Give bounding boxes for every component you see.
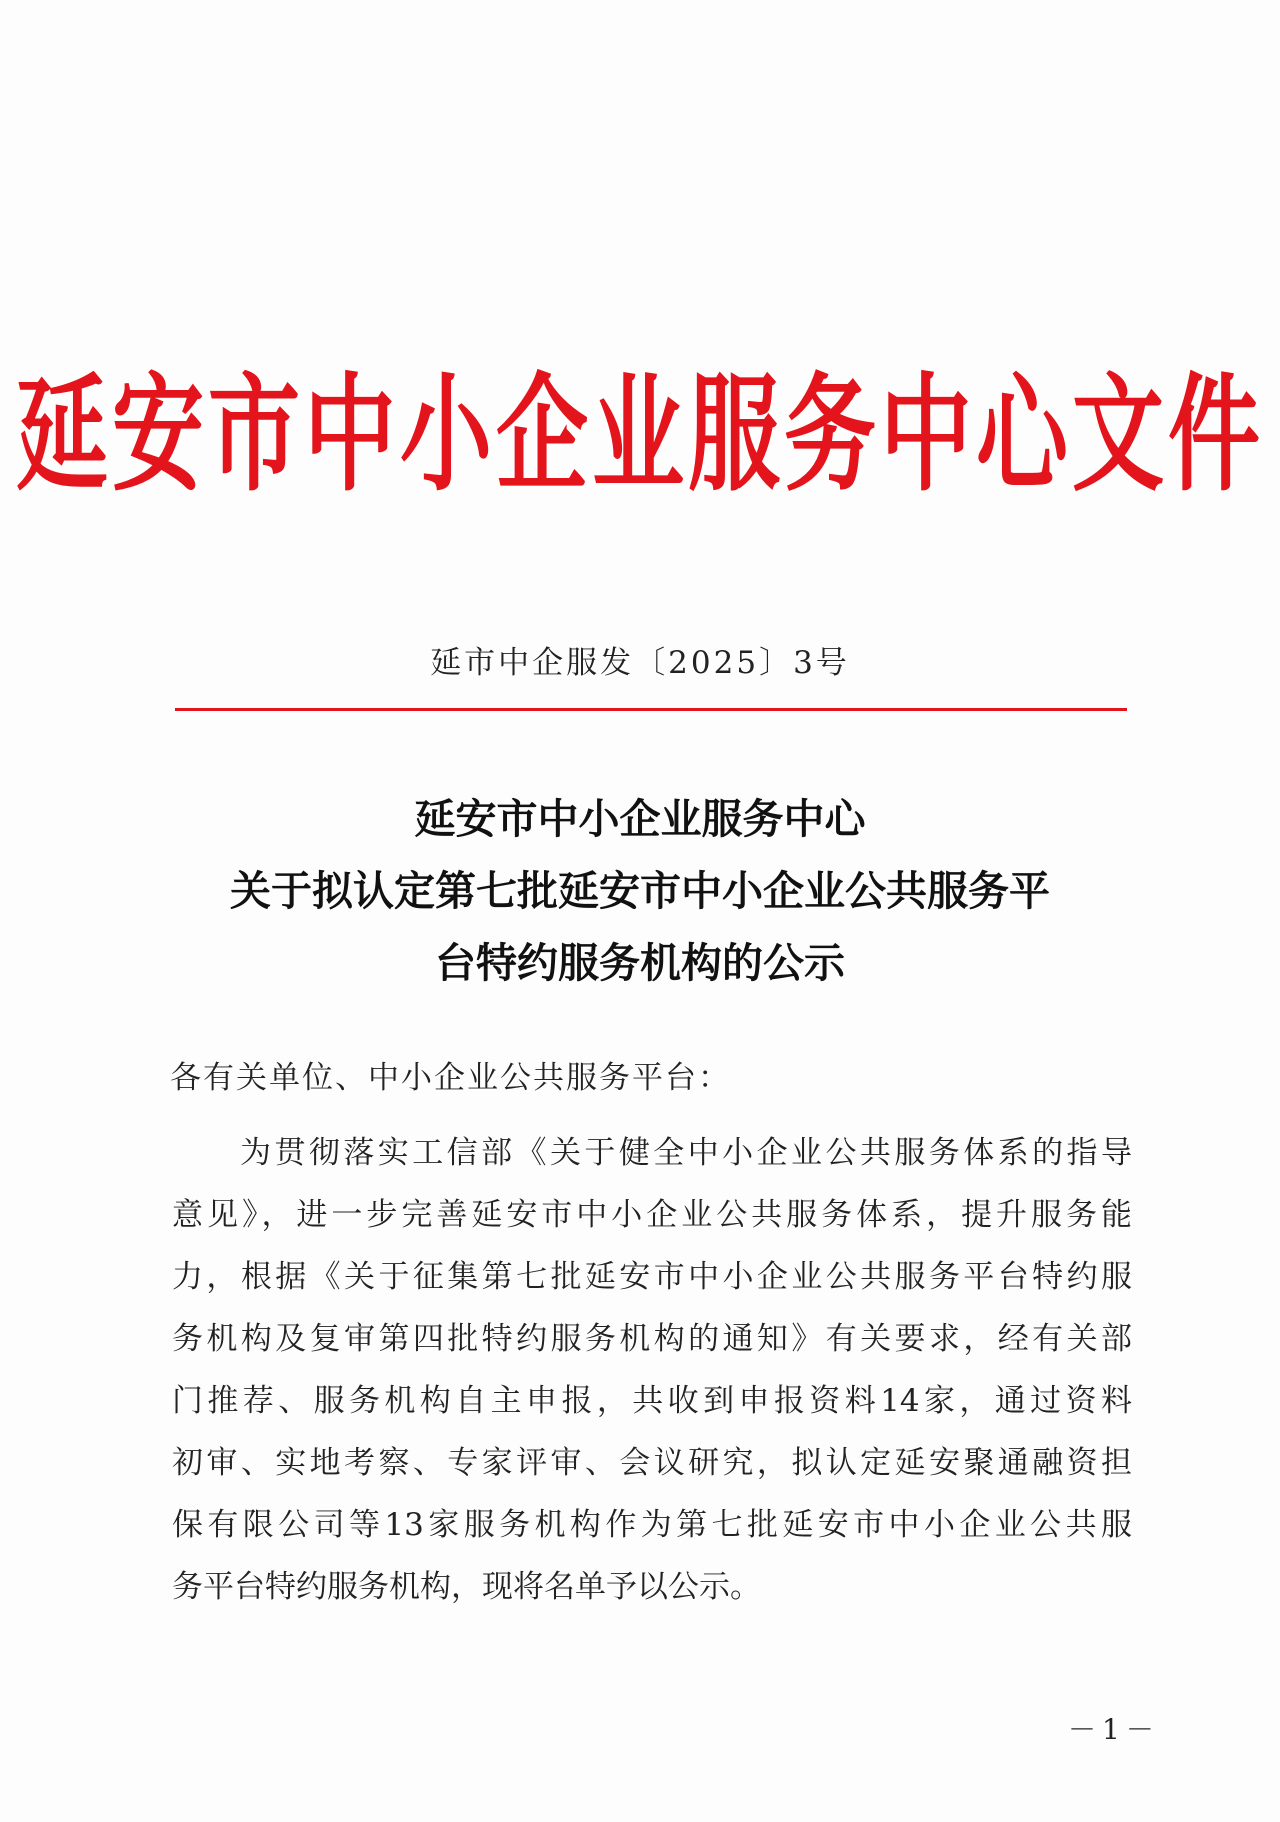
document-header-title: 延安市中小企业服务中心文件 xyxy=(15,360,1264,509)
notice-title-line-1: 延安市中小企业服务中心 xyxy=(414,795,866,843)
page-number: －1－ xyxy=(1068,1713,1160,1746)
body-line-6: 初审、实地考察、专家评审、会议研究，拟认定延安聚通融资担 xyxy=(172,1445,1132,1481)
salutation: 各有关单位、中小企业公共服务平台： xyxy=(170,1060,731,1096)
notice-title-line-2: 关于拟认定第七批延安市中小企业公共服务平 xyxy=(230,867,1050,915)
document-number: 延市中企服发〔2025〕3号 xyxy=(430,645,850,681)
notice-title-line-3: 台特约服务机构的公示 xyxy=(435,939,845,987)
body-paragraph xyxy=(172,1122,1132,1618)
body-line-5: 门推荐、服务机构自主申报，共收到申报资料14家，通过资料 xyxy=(172,1383,1132,1419)
notice-title xyxy=(0,783,1280,999)
body-line-8: 务平台特约服务机构，现将名单予以公示。 xyxy=(172,1569,761,1605)
body-line-7: 保有限公司等13家服务机构作为第七批延安市中小企业公共服 xyxy=(172,1507,1132,1543)
body-line-1: 为贯彻落实工信部《关于健全中小企业公共服务体系的指导 xyxy=(240,1135,1132,1171)
red-divider-rule xyxy=(175,708,1127,711)
body-line-4: 务机构及复审第四批特约服务机构的通知》有关要求，经有关部 xyxy=(172,1321,1132,1357)
body-line-3: 力，根据《关于征集第七批延安市中小企业公共服务平台特约服 xyxy=(172,1259,1132,1295)
body-line-2: 意见》，进一步完善延安市中小企业公共服务体系，提升服务能 xyxy=(172,1197,1132,1233)
